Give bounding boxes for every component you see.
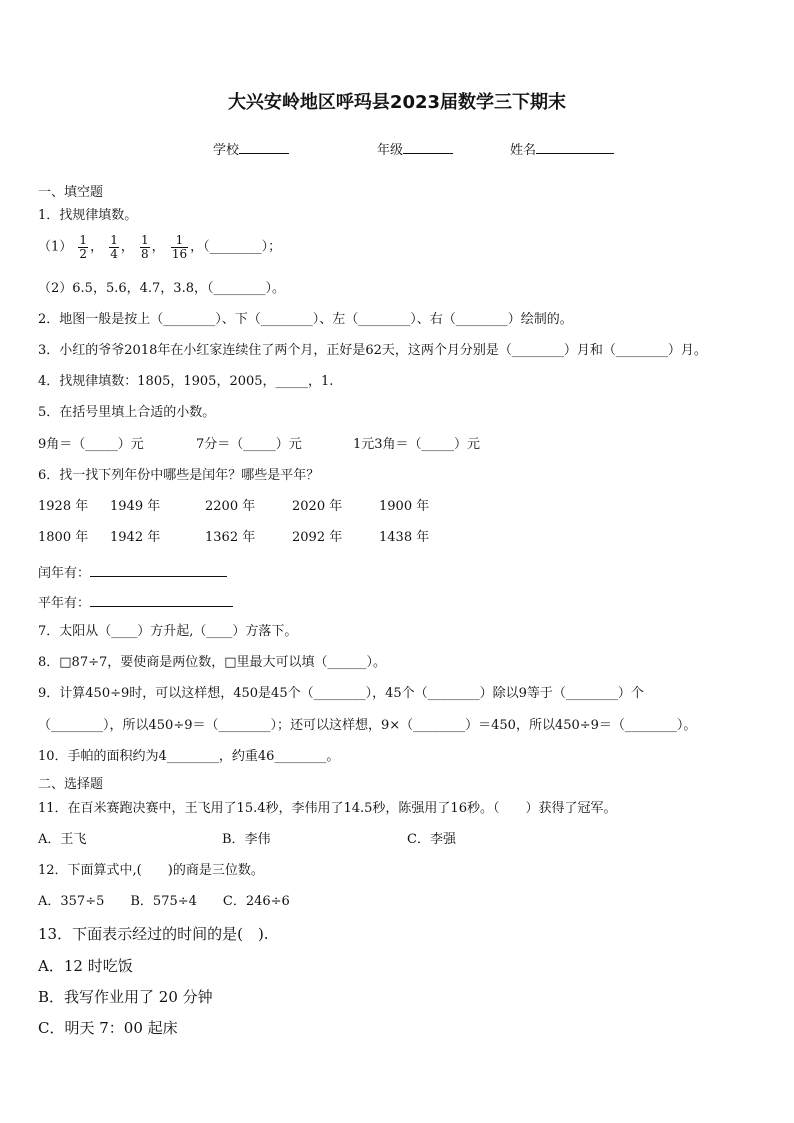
fraction-1-4: $\frac{1}{4}$ <box>110 233 118 261</box>
fraction-1-16: $\frac{1}{16}$ <box>171 233 188 261</box>
question-5: 5．在括号里填上合适的小数。 <box>38 405 216 420</box>
year-item: 1438 年 <box>379 530 430 545</box>
q13-option-a: A．12 时吃饭 <box>38 957 133 975</box>
year-item: 1900 年 <box>379 499 430 514</box>
q11-option-c: C．李强 <box>407 832 456 847</box>
year-item: 2200 年 <box>205 499 256 514</box>
q12-options: A．357÷5 B．575÷4 C．246÷6 <box>38 894 290 909</box>
year-item: 1800 年 <box>38 530 89 545</box>
question-2: 2．地图一般是按上（________）、下（________）、左（________）、右（________）绘制的。 <box>38 312 573 327</box>
name-blank <box>536 139 614 154</box>
question-9-line-1: 9．计算450÷9时，可以这样想，450是45个（________），45个（________）除以9等于（________）个 <box>38 686 644 701</box>
fraction-1-8: $\frac{1}{8}$ <box>141 233 149 261</box>
name-label: 姓名 <box>510 143 537 158</box>
question-3: 3．小红的爷爷2018年在小红家连续住了两个月，正好是62天，这两个月分别是（________）月和（________）月。 <box>38 343 707 358</box>
common-year-blank <box>90 592 233 607</box>
leap-year-answer <box>38 562 227 583</box>
q13-option-c: C．明天 7：00 起床 <box>38 1019 178 1037</box>
year-item: 2092 年 <box>292 530 343 545</box>
q11-option-a: A．王飞 <box>38 832 87 847</box>
section-multiple-choice: 二、选择题 <box>38 777 104 792</box>
name-field <box>510 139 614 160</box>
school-blank <box>239 139 289 154</box>
leap-year-blank <box>90 562 227 577</box>
leap-year-label: 闰年有： <box>38 566 91 581</box>
section-fill-blank: 一、填空题 <box>38 185 104 200</box>
year-item: 2020 年 <box>292 499 343 514</box>
school-field <box>213 139 289 160</box>
common-year-label: 平年有： <box>38 596 91 611</box>
question-13: 13．下面表示经过的时间的是( ). <box>38 925 269 943</box>
question-4: 4．找规律填数：1805，1905，2005，_____，1. <box>38 374 334 389</box>
fraction-1-2: $\frac{1}{2}$ <box>79 233 88 261</box>
question-1-part-2: （2）6.5，5.6，4.7，3.8，（________）。 <box>38 281 285 296</box>
question-11: 11．在百米赛跑决赛中，王飞用了15.4秒，李伟用了14.5秒，陈强用了16秒。（ ）获得了冠军。 <box>38 801 617 816</box>
question-1: 1．找规律填数。 <box>38 208 138 223</box>
question-7: 7．太阳从（____）方升起,（____）方落下。 <box>38 624 298 639</box>
grade-blank <box>403 139 453 154</box>
q5-item-1: 9角＝（_____）元 <box>38 437 144 452</box>
q11-option-b: B．李伟 <box>222 832 271 847</box>
question-1-part-1: （1） $\frac{1}{2}$ ， $\frac{1}{4}$ ， $\frac{1}{8}$ ， $\frac{1}{16}$ ，（________）； <box>38 233 282 261</box>
year-item: 1362 年 <box>205 530 256 545</box>
school-label: 学校 <box>213 143 240 158</box>
grade-label: 年级 <box>377 143 404 158</box>
common-year-answer <box>38 592 233 613</box>
year-item: 1942 年 <box>110 530 161 545</box>
question-6: 6．找一找下列年份中哪些是闰年？哪些是平年？ <box>38 468 320 483</box>
q1a-blank: ，（________）； <box>190 239 282 255</box>
year-item: 1928 年 <box>38 499 89 514</box>
question-8: 8．□87÷7，要使商是两位数，□里最大可以填（______）。 <box>38 655 387 670</box>
question-10: 10．手帕的面积约为4________，约重46________。 <box>38 749 340 764</box>
q13-option-b: B．我写作业用了 20 分钟 <box>38 988 213 1006</box>
q5-item-3: 1元3角＝（_____）元 <box>353 437 481 452</box>
grade-field <box>377 139 453 160</box>
question-9-line-2: （________），所以450÷9＝（________）；还可以这样想，9×（________）＝450，所以450÷9＝（________）。 <box>38 718 697 733</box>
year-item: 1949 年 <box>110 499 161 514</box>
q5-item-2: 7分＝（_____）元 <box>196 437 302 452</box>
q1a-label: （1） <box>38 239 73 255</box>
page-title: 大兴安岭地区呼玛县2023届数学三下期末 <box>227 92 567 113</box>
question-12: 12．下面算式中,( )的商是三位数。 <box>38 863 264 878</box>
